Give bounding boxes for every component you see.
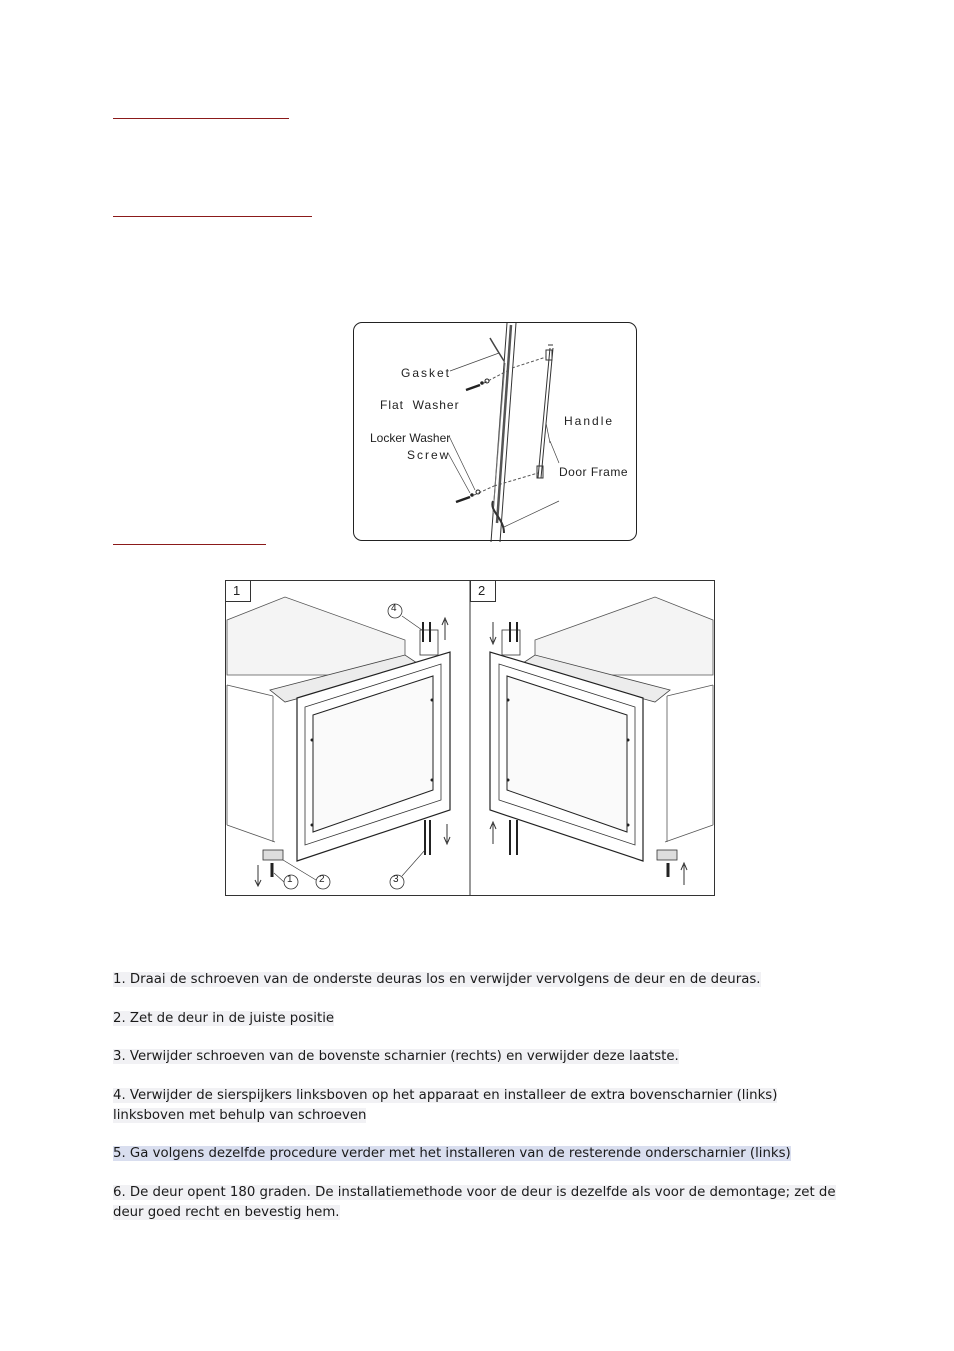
step-5-text: 5. Ga volgens dezelfde procedure verder met het installeren van de resterende onderscharnier (links) (113, 1146, 791, 1161)
step-2 (113, 1009, 853, 1029)
panel-number-1: 1 (233, 583, 241, 598)
panel-number-2: 2 (478, 583, 486, 598)
heading-rule-3 (113, 544, 266, 545)
callout-1: 1 (287, 874, 293, 885)
heading-rule-1 (113, 118, 289, 119)
step-6 (113, 1183, 853, 1223)
screw-label: Screw (407, 448, 451, 462)
callout-3: 3 (393, 874, 399, 885)
flat-washer-label: Flat Washer (380, 398, 460, 412)
step-2-text: 2. Zet de deur in de juiste positie (113, 1011, 335, 1026)
callout-2: 2 (319, 874, 325, 885)
handle-diagram (353, 322, 637, 541)
heading-rule-2 (113, 216, 312, 217)
step-3-text: 3. Verwijder schroeven van de bovenste scharnier (rechts) en verwijder deze laatste. (113, 1049, 679, 1064)
step-4-text: 4. Verwijder de sierspijkers linksboven op het apparaat en installeer de extra bovenscharnier (links) linksboven met behulp van schroeven (113, 1088, 778, 1123)
door-reversal-diagram (225, 580, 715, 896)
door-frame-label: Door Frame (559, 465, 629, 479)
step-4 (113, 1086, 853, 1126)
step-1-text: 1. Draai de schroeven van de onderste deuras los en verwijder vervolgens de deur en de deuras. (113, 972, 761, 987)
door-reversal-drawing (225, 580, 715, 896)
step-5 (113, 1144, 853, 1164)
step-3 (113, 1047, 853, 1067)
step-1 (113, 970, 853, 990)
callout-4: 4 (391, 603, 397, 614)
handle-label: Handle (564, 414, 615, 428)
step-6-text: 6. De deur opent 180 graden. De installatiemethode voor de deur is dezelfde als voor de demontage; zet de deur goed recht en bevestig hem. (113, 1185, 836, 1220)
locker-washer-label: Locker Washer (370, 431, 451, 445)
gasket-label: Gasket (401, 366, 452, 380)
